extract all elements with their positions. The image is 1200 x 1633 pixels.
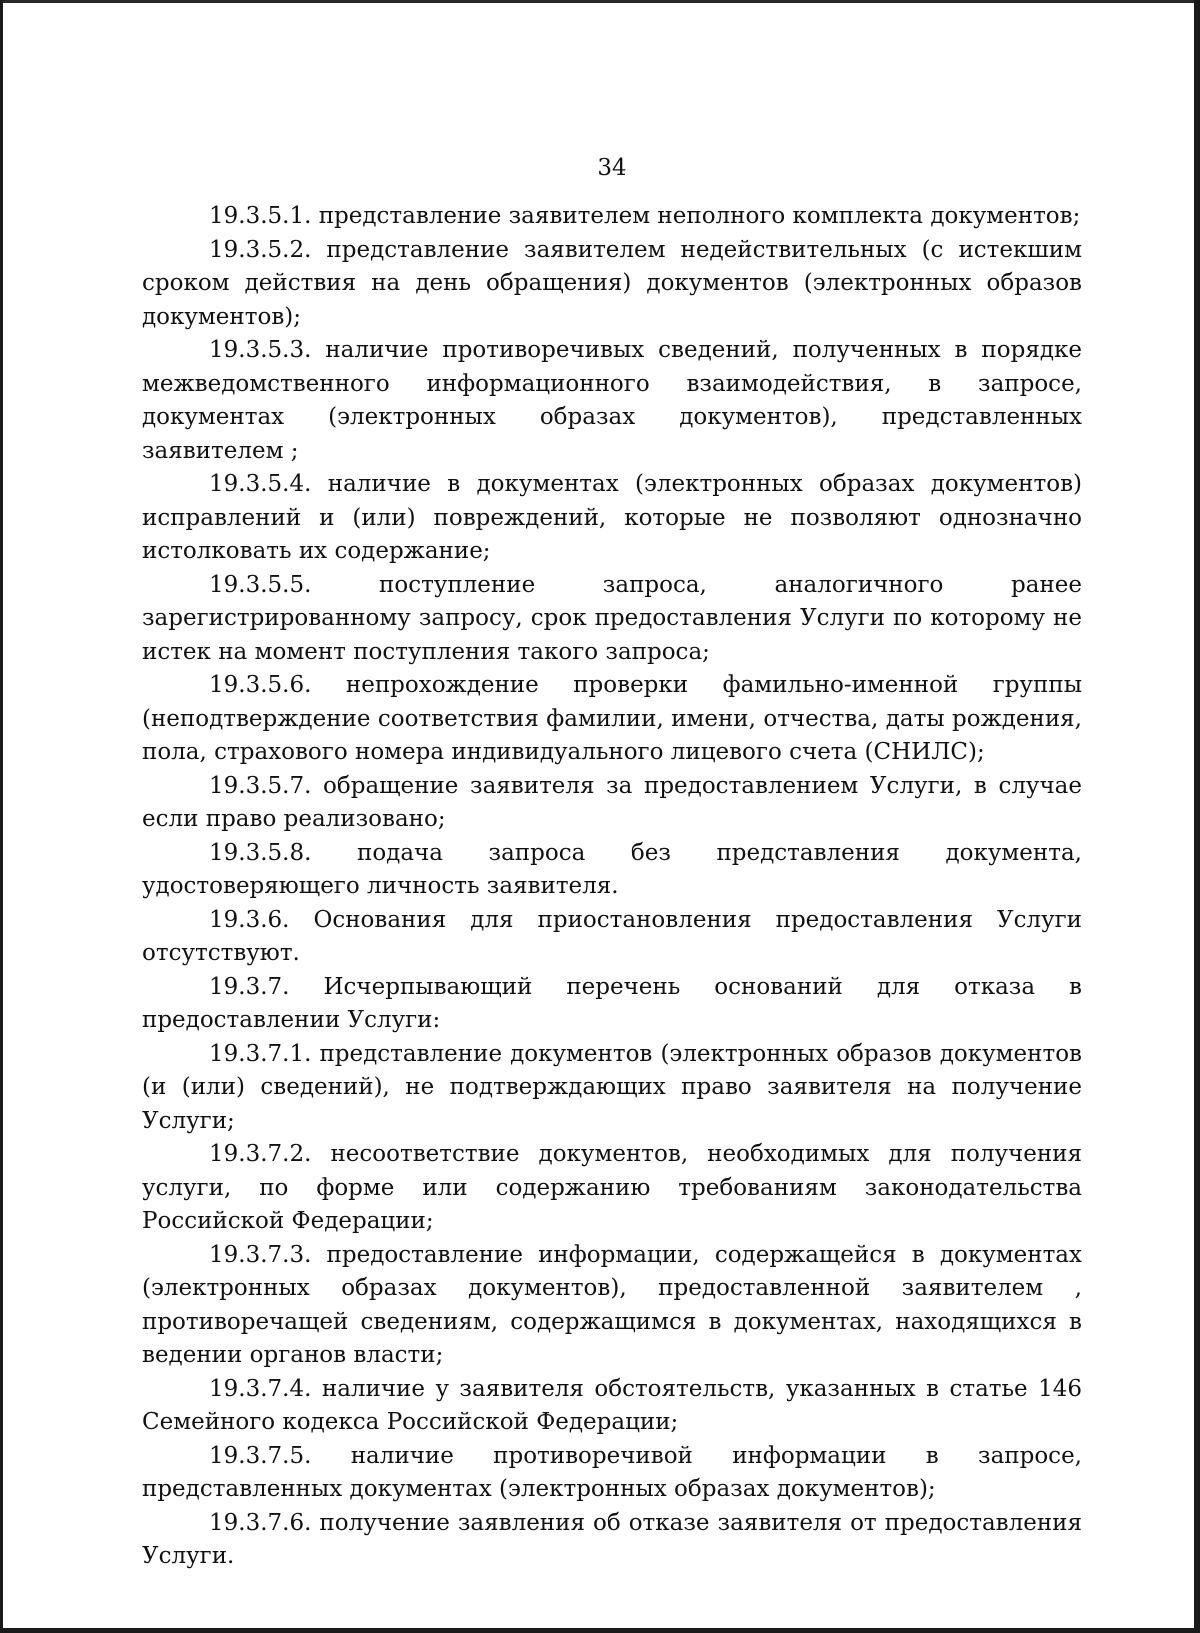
- document-page: [142, 150, 1082, 1574]
- scan-edge-top: [0, 0, 1200, 3]
- paragraph-19-3-5-6: 19.3.5.6. непрохождение проверки фамильно-именной группы (неподтверждение соответствия фамилии, имени, отчества, даты рождения, пола, страхового номера индивидуального лицевого счета (СНИЛС);: [142, 672, 1082, 765]
- paragraph-19-3-6: 19.3.6. Основания для приостановления предоставления Услуги отсутствуют.: [142, 906, 1082, 966]
- page-number: 34: [597, 155, 627, 181]
- paragraph-19-3-7-2: 19.3.7.2. несоответствие документов, необходимых для получения услуги, по форме или содержанию требованиям законодательства Российской Федерации;: [142, 1141, 1082, 1234]
- paragraph-19-3-5-7: 19.3.5.7. обращение заявителя за предоставлением Услуги, в случае если право реализовано;: [142, 772, 1082, 832]
- paragraph-19-3-5-3: 19.3.5.3. наличие противоречивых сведений, полученных в порядке межведомственного информационного взаимодействия, в запросе, документах (электронных образах документов), представленных заявителем ;: [142, 337, 1082, 464]
- paragraph-19-3-7-4: 19.3.7.4. наличие у заявителя обстоятельств, указанных в статье 146 Семейного кодекса Российской Федерации;: [142, 1375, 1082, 1435]
- paragraph-19-3-5-8: 19.3.5.8. подача запроса без представления документа, удостоверяющего личность заявителя.: [142, 839, 1082, 899]
- paragraph-19-3-7-5: 19.3.7.5. наличие противоречивой информации в запросе, представленных документах (электронных образах документов);: [142, 1442, 1082, 1502]
- paragraph-19-3-5-4: 19.3.5.4. наличие в документах (электронных образах документов) исправлений и (или) повреждений, которые не позволяют однозначно истолковать их содержание;: [142, 471, 1082, 564]
- paragraph-19-3-7-3: 19.3.7.3. предоставление информации, содержащейся в документах (электронных образах документов), предоставленной заявителем , противоречащей сведениям, содержащимся в документах, находящихся в ведении органов власти;: [142, 1241, 1082, 1368]
- paragraph-19-3-5-5: 19.3.5.5. поступление запроса, аналогичного ранее зарегистрированному запросу, срок предоставления Услуги по которому не истек на момент поступления такого запроса;: [142, 571, 1082, 665]
- paragraph-19-3-5-2: 19.3.5.2. представление заявителем недействительных (с истекшим сроком действия на день обращения) документов (электронных образов документов);: [142, 236, 1082, 330]
- scan-edge-right: [1194, 0, 1200, 1633]
- paragraph-19-3-7: 19.3.7. Исчерпывающий перечень оснований для отказа в предоставлении Услуги:: [142, 973, 1082, 1033]
- paragraph-19-3-7-1: 19.3.7.1. представление документов (электронных образов документов (и (или) сведений), не подтверждающих право заявителя на получение Услуги;: [142, 1040, 1082, 1134]
- scan-edge-bottom: [0, 1628, 1200, 1633]
- paragraph-19-3-5-1: 19.3.5.1. представление заявителем неполного комплекта документов;: [209, 203, 1081, 229]
- paragraph-19-3-7-6: 19.3.7.6. получение заявления об отказе заявителя от предоставления Услуги.: [142, 1509, 1082, 1569]
- scan-edge-left: [0, 0, 3, 1633]
